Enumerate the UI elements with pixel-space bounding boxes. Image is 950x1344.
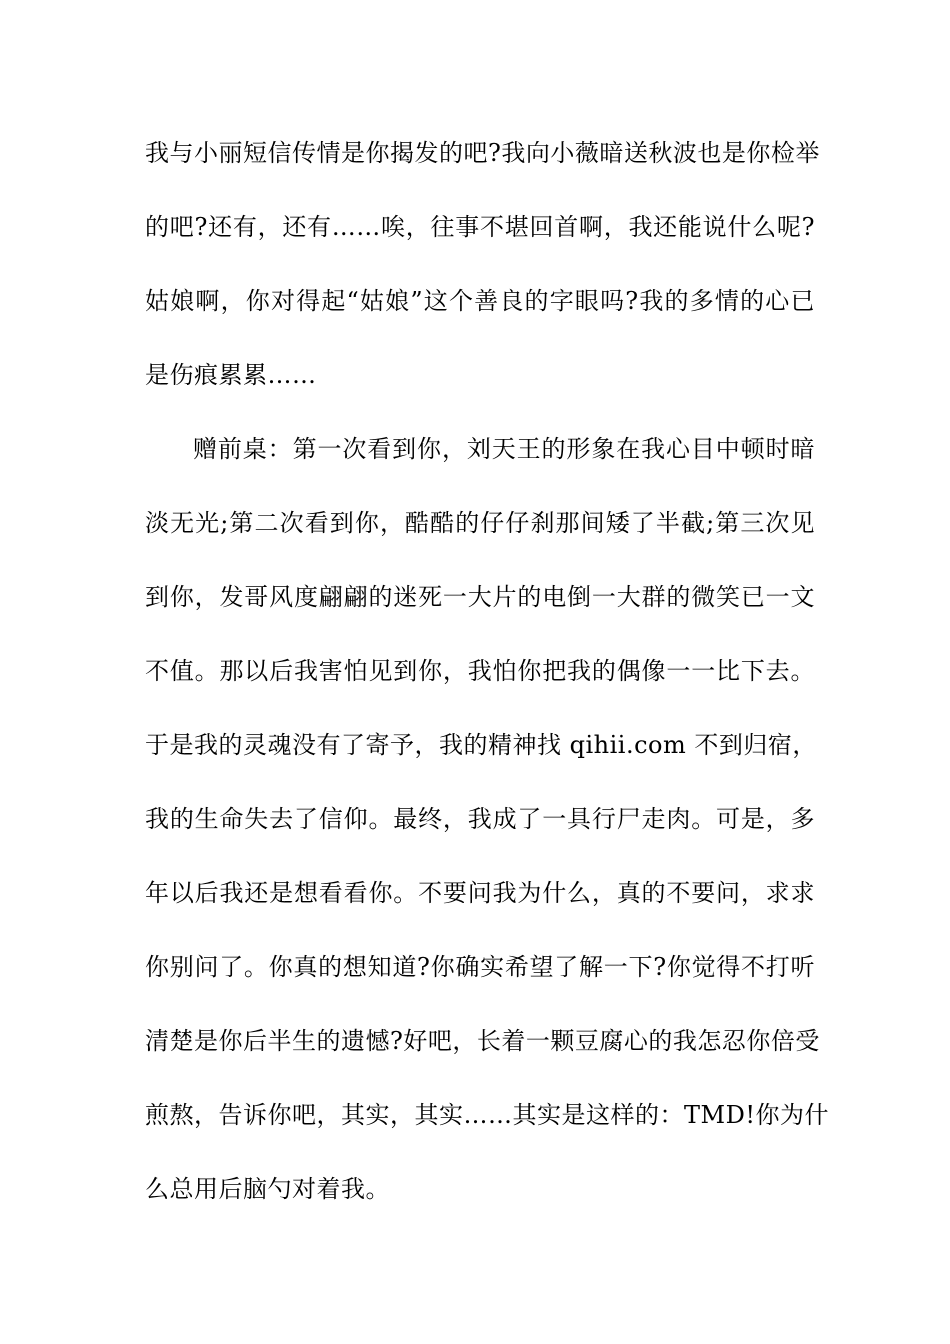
document-body (145, 128, 829, 1238)
text-line: 我与小丽短信传情是你揭发的吧?我向小薇暗送秋波也是你检举 (145, 139, 820, 167)
text-line: 你别问了。你真的想知道?你确实希望了解一下?你觉得不打听 (145, 953, 815, 981)
text-line: 年以后我还是想看看你。不要问我为什么，真的不要问，求求 (145, 879, 815, 907)
text-line: 煎熬，告诉你吧，其实，其实……其实是这样的：TMD!你为什 (145, 1101, 829, 1129)
text-line: 清楚是你后半生的遗憾?好吧，长着一颗豆腐心的我怎忍你倍受 (145, 1027, 820, 1055)
text-line: 于是我的灵魂没有了寄予，我的精神找 qihii.com 不到归宿， (145, 731, 817, 759)
paragraph-1 (145, 128, 820, 424)
text-line: 到你，发哥风度翩翩的迷死一大片的电倒一大群的微笑已一文 (145, 583, 815, 611)
text-line: 么总用后脑勺对着我。 (145, 1175, 390, 1203)
text-line: 不值。那以后我害怕见到你，我怕你把我的偶像一一比下去。 (145, 657, 815, 685)
text-line: 淡无光;第二次看到你，酷酷的仔仔刹那间矮了半截;第三次见 (145, 509, 815, 537)
text-line: 是伤痕累累…… (145, 361, 317, 389)
paragraph-2 (145, 424, 829, 1238)
text-line: 姑娘啊，你对得起“姑娘”这个善良的字眼吗?我的多情的心已 (145, 287, 815, 315)
text-line: 赠前桌：第一次看到你，刘天王的形象在我心目中顿时暗 (193, 435, 815, 463)
text-line: 我的生命失去了信仰。最终，我成了一具行尸走肉。可是，多 (145, 805, 815, 833)
text-line: 的吧?还有，还有……唉，往事不堪回首啊，我还能说什么呢? (145, 213, 815, 241)
